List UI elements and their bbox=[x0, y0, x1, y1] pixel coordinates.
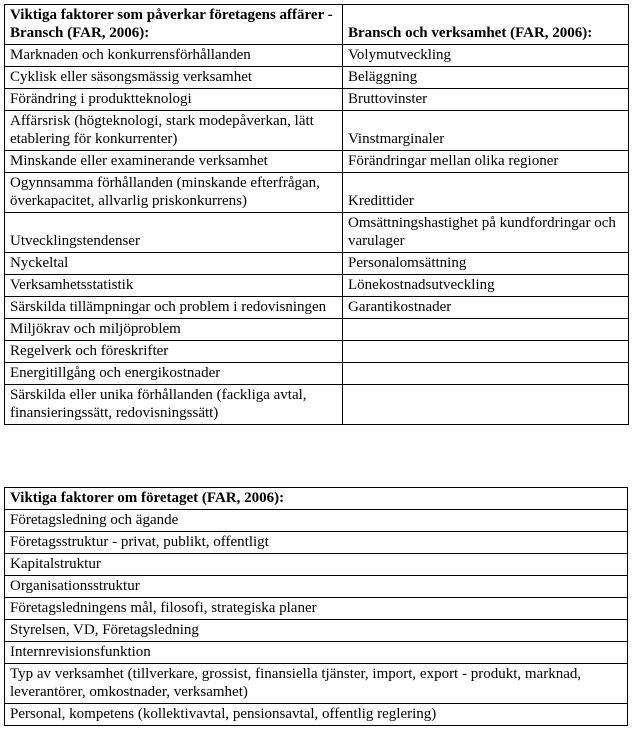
table-row bbox=[5, 151, 629, 173]
industry-cell: Förändringar mellan olika regioner bbox=[343, 151, 629, 173]
company-factor-cell: Styrelsen, VD, Företagsledning bbox=[5, 620, 628, 642]
industry-factors-table bbox=[4, 4, 629, 425]
factor-cell: Särskilda tillämpningar och problem i redovisningen bbox=[5, 297, 343, 319]
industry-cell: Personalomsättning bbox=[343, 253, 629, 275]
table-header-row bbox=[5, 488, 628, 510]
industry-cell: Beläggning bbox=[343, 67, 629, 89]
industry-cell: Volymutveckling bbox=[343, 45, 629, 67]
table-row bbox=[5, 510, 628, 532]
table-row bbox=[5, 253, 629, 275]
factor-cell: Energitillgång och energikostnader bbox=[5, 363, 343, 385]
industry-cell: Vinstmarginaler bbox=[343, 111, 629, 151]
factor-cell: Verksamhetsstatistik bbox=[5, 275, 343, 297]
company-factor-cell: Organisationsstruktur bbox=[5, 576, 628, 598]
industry-cell bbox=[343, 363, 629, 385]
table-header-row bbox=[5, 5, 629, 45]
factor-cell: Särskilda eller unika förhållanden (fackliga avtal, finansieringssätt, redovisningssätt) bbox=[5, 385, 343, 425]
factor-cell: Förändring i produktteknologi bbox=[5, 89, 343, 111]
industry-cell bbox=[343, 385, 629, 425]
industry-cell bbox=[343, 341, 629, 363]
company-factor-cell: Företagsstruktur - privat, publikt, offentligt bbox=[5, 532, 628, 554]
company-factor-cell: Typ av verksamhet (tillverkare, grossist, finansiella tjänster, import, export - produkt, marknad, leverantörer, omkostnader, verksamhet) bbox=[5, 664, 628, 704]
company-factors-table bbox=[4, 487, 628, 726]
industry-cell: Bruttovinster bbox=[343, 89, 629, 111]
table-row bbox=[5, 173, 629, 213]
industry-cell: Omsättningshastighet på kundfordringar och varulager bbox=[343, 213, 629, 253]
table-row bbox=[5, 363, 629, 385]
industry-cell: Garantikostnader bbox=[343, 297, 629, 319]
company-factor-cell: Kapitalstruktur bbox=[5, 554, 628, 576]
table-row bbox=[5, 554, 628, 576]
factor-cell: Ogynnsamma förhållanden (minskande efterfrågan, överkapacitet, allvarlig priskonkurrens) bbox=[5, 173, 343, 213]
factor-cell: Regelverk och föreskrifter bbox=[5, 341, 343, 363]
column-header-company: Viktiga faktorer om företaget (FAR, 2006): bbox=[5, 488, 628, 510]
table-row bbox=[5, 319, 629, 341]
table-row bbox=[5, 385, 629, 425]
factor-cell: Affärsrisk (högteknologi, stark modepåverkan, lätt etablering för konkurrenter) bbox=[5, 111, 343, 151]
table-row bbox=[5, 576, 628, 598]
industry-cell bbox=[343, 319, 629, 341]
table-row bbox=[5, 45, 629, 67]
table-row bbox=[5, 275, 629, 297]
table-row bbox=[5, 598, 628, 620]
factor-cell: Marknaden och konkurrensförhållanden bbox=[5, 45, 343, 67]
table-row bbox=[5, 67, 629, 89]
table-row bbox=[5, 532, 628, 554]
company-factor-cell: Personal, kompetens (kollektivavtal, pensionsavtal, offentlig reglering) bbox=[5, 704, 628, 726]
table-row bbox=[5, 664, 628, 704]
column-header-factors: Viktiga faktorer som påverkar företagens affärer - Bransch (FAR, 2006): bbox=[5, 5, 343, 45]
factor-cell: Miljökrav och miljöproblem bbox=[5, 319, 343, 341]
factor-cell: Cyklisk eller säsongsmässig verksamhet bbox=[5, 67, 343, 89]
table-row bbox=[5, 642, 628, 664]
factor-cell: Nyckeltal bbox=[5, 253, 343, 275]
table-row bbox=[5, 620, 628, 642]
company-factor-cell: Företagsledning och ägande bbox=[5, 510, 628, 532]
table-row bbox=[5, 704, 628, 726]
table-row bbox=[5, 341, 629, 363]
industry-cell: Lönekostnadsutveckling bbox=[343, 275, 629, 297]
table-row bbox=[5, 297, 629, 319]
column-header-industry: Bransch och verksamhet (FAR, 2006): bbox=[343, 5, 629, 45]
table-row bbox=[5, 213, 629, 253]
industry-cell: Kredittider bbox=[343, 173, 629, 213]
table-row bbox=[5, 111, 629, 151]
table-row bbox=[5, 89, 629, 111]
company-factor-cell: Internrevisionsfunktion bbox=[5, 642, 628, 664]
factor-cell: Utvecklingstendenser bbox=[5, 213, 343, 253]
factor-cell: Minskande eller examinerande verksamhet bbox=[5, 151, 343, 173]
company-factor-cell: Företagsledningens mål, filosofi, strategiska planer bbox=[5, 598, 628, 620]
